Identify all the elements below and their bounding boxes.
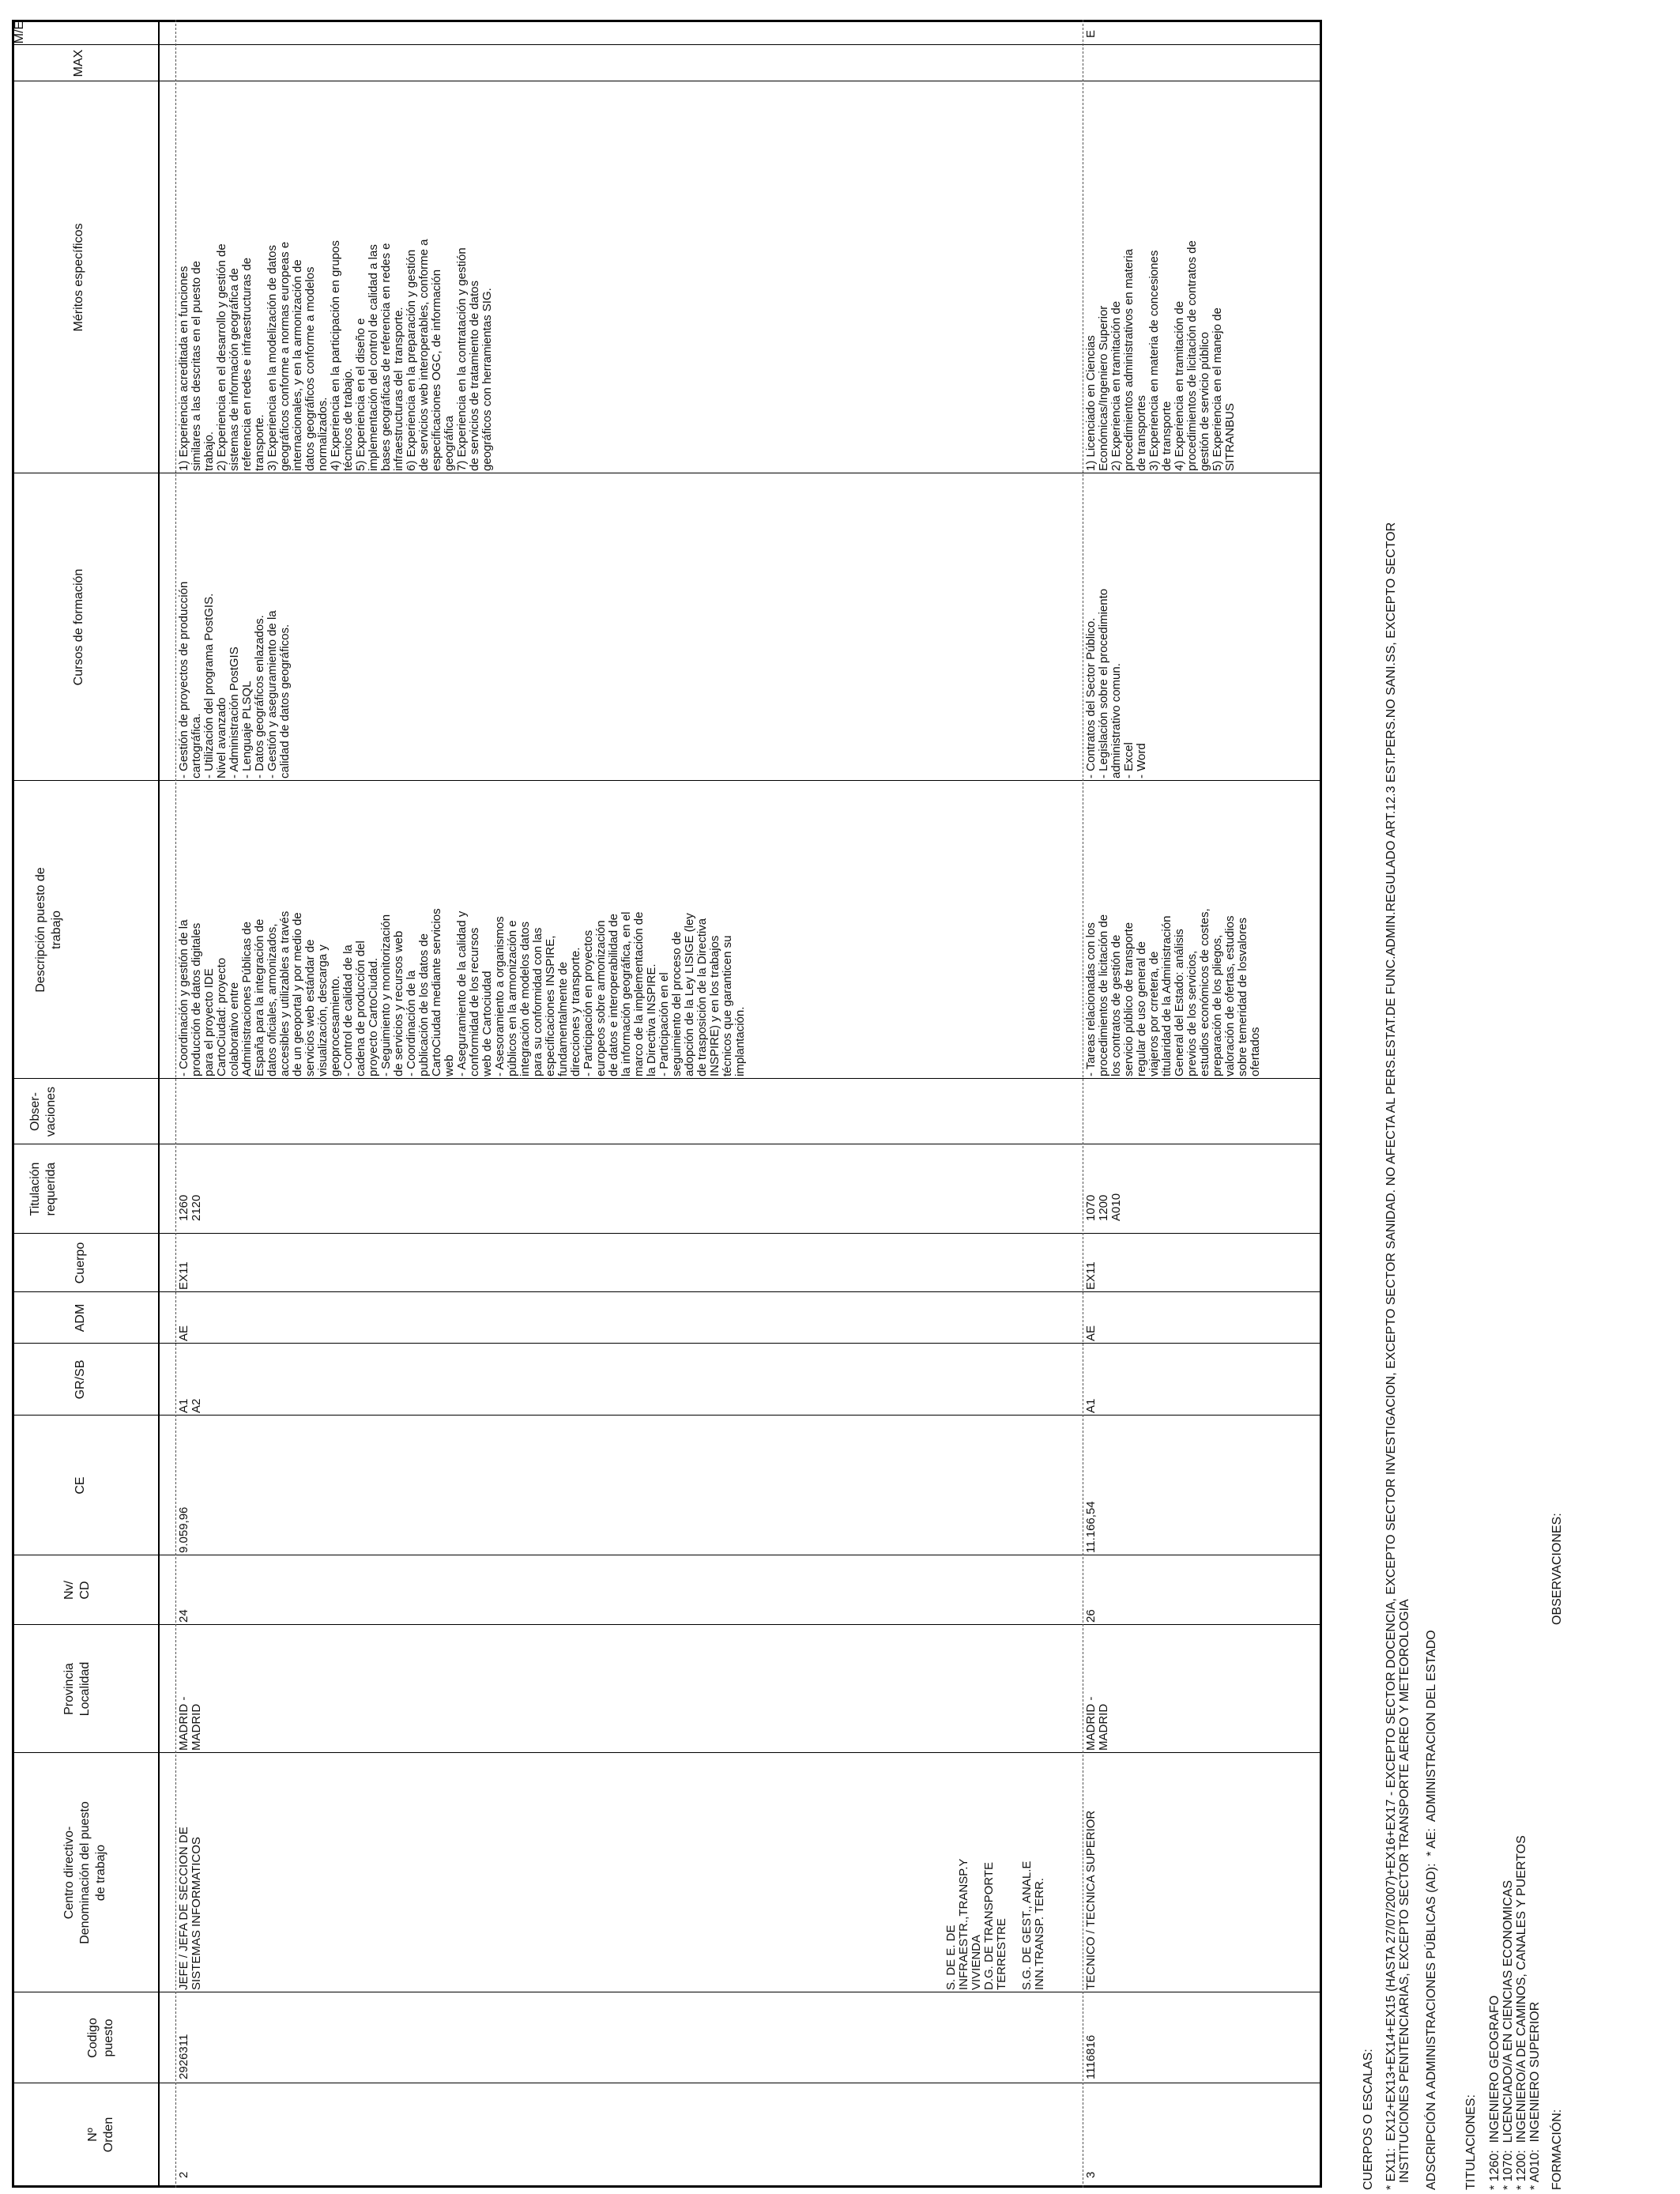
header-orden: Nº Orden	[86, 2117, 115, 2153]
row2-orden: 2	[177, 2171, 190, 2178]
row2-grsb: A1 A2	[177, 1398, 203, 1413]
row2-adm: AE	[177, 1325, 190, 1341]
row3-nivel: 26	[1084, 1609, 1098, 1623]
header-cuerpo: Cuerpo	[73, 1242, 87, 1284]
footer-cuerpos-title: CUERPOS O ESCALAS:	[1362, 2049, 1375, 2190]
footer-titulaciones-text: * 1260: INGENIERO GEOGRAFO * 1070: LICENCIADO/A EN CIENCIAS ECONOMICAS * 1200: INGENIERO/A DE CAMINOS, CANALES Y PUERTOS * A010: INGENIERO SUPERIOR	[1488, 1835, 1542, 2190]
header-nivel: Nv/ CD	[62, 1581, 92, 1600]
row3-centro-pre: S. DE E. DE INFRAESTR.,TRANSP.Y VIVIENDA D.G. DE TRANSPORTE TERRESTRE S.G. DE GEST., ANAL.E INN.TRANSP. TERR.	[944, 1858, 1046, 1990]
row3-provincia: MADRID - MADRID	[1084, 1696, 1110, 1751]
header-ce: CE	[73, 1476, 87, 1495]
header-codigo: Codigo puesto	[86, 2018, 115, 2058]
row3-ce: 11.166,54	[1084, 1501, 1098, 1553]
row3-centro: TECNICO / TECNICA SUPERIOR	[1084, 1810, 1098, 1990]
footer-observaciones: OBSERVACIONES:	[1550, 1513, 1564, 1625]
header-max: MAX	[72, 49, 85, 77]
footer-titulaciones-title: TITULACIONES:	[1464, 2094, 1478, 2190]
header-grsb: GR/SB	[73, 1359, 87, 1400]
header-me: M/E	[13, 21, 26, 44]
row3-grsb: A1	[1084, 1398, 1098, 1413]
row2-descripcion: - Coordinación y gestión de la producción de datos digitales para el proyecto IDE CartoCiudad: proyecto colaborativo entre Administraciones Públicas de España para la integración de datos oficiales, armonizados, accesibles y utilizables a través de un geoportal y por medio de servicios web estándar de visualización, descarga y geoprocesamiento. - Control de calidad de la cadena de producción del proyecto CartoCiudad. - Seguimiento y monitorización de servicios y recursos web - Coordinación de la publicación de los datos de CartoCiudad mediante servicios web - Aseguramiento de la calidad y conformidad de los recursos web de Cartociudad - Asesoramiento a organismos públicos en la armonización e integración de modelos datos para su conformidad con las especificaciones INSPIRE, fundamentalmente de direcciones y transporte. - Participación en proyectos europeos sobre armonización de datos e interoperabilidad de la información geográfica, en el marco de la implementación de la Directiva INSPIRE. - Participación en el seguimiento del proceso de adopción de la Ley LISIGE (ley de trasposición de la Directiva INSPIRE) y en los trabajos técnicos que garanticen su implantación.	[177, 908, 747, 1076]
row3-cursos: - Contratos del Sector Público. - Legislación sobre el procedimiento administrativo comun. - Excel - Word	[1084, 588, 1148, 778]
row3-meritos: 1) Licenciado en Ciencias Económicas/Ingeniero Superior 2) Experiencia en tramitación de procedimientos administrativos en materia de transportes 3) Experiencia en materia de concesiones de transporte 4) Experiencia en tramitación de procedimientos de licitación de contratos de gestión de servicio público 5) Experiencia en el manejo de SITRANBUS	[1084, 240, 1237, 471]
row2-cuerpo: EX11	[177, 1261, 190, 1290]
row2-codigo: 2926311	[177, 2034, 190, 2079]
header-observaciones: Obser- vaciones	[28, 1086, 58, 1137]
header-descripcion: Descripción puesto de trabajo	[34, 867, 63, 993]
row3-adm: AE	[1084, 1325, 1098, 1341]
footer-adscripcion: ADSCRIPCIÓN A ADMINISTRACIONES PÚBLICAS (AD): * AE: ADMINISTRACION DEL ESTADO	[1425, 1630, 1438, 2190]
row3-cuerpo: EX11	[1084, 1261, 1098, 1290]
footer-cuerpos-text: * EX11: EX12+EX13+EX14+EX15 (HASTA 27/07/2007)+EX16+EX17 - EXCEPTO SECTOR DOCENCIA, EXCEPTO SECTOR INVESTIGACION, EXCEPTO SECTOR SANIDAD. NO AFECTA AL PERS.ESTAT.DE FUNC.ADMIN.REGULADO ART.12.3 EST.PERS.NO SANI.SS, EXCEPTO SECTOR INSTITUCIONES PENITENCIARIAS, EXCEPTO SECTOR TRANSPORTE AEREO Y METEOROLOGIA	[1384, 522, 1411, 2190]
row3-orden: 3	[1084, 2171, 1098, 2178]
header-cursos: Cursos de formación	[72, 568, 85, 686]
row3-descripcion: - Tareas relacionadas con los procedimientos de licitación de los contratos de gestión de servicio público de transporte regular de uso general de viajeros por crretera, de titularidad de la Administración General del Estado: análisis previos de los servicios, estudios económicos de costes, preparación de los pliegos, valoración de ofertas, estudios sobre temeridad de losvalores ofertados	[1084, 908, 1262, 1076]
header-meritos: Méritos específicos	[72, 223, 85, 332]
row2-titulacion: 1260 2120	[177, 1194, 203, 1221]
row2-ce: 9.059,96	[177, 1506, 190, 1553]
row2-meritos: 1) Experiencia acreditada en funciones similares a las descritas en el puesto de trabajo. 2) Experiencia en el desarrollo y gestión de sistemas de información geográfica de referencia en redes e infraestructuras de transporte. 3) Experiencia en la modelización de datos geográficos conforme a normas europeas e internacionales, y en la armonización de datos geográficos conforme a modelos normalizados. 4) Experiencia en la participación en grupos técnicos de trabajo. 5) Experiencia en el diseño e implementación del control de calidad a las bases geográficas de referencia en redes e infraestructuras del transporte. 6) Experiencia en la preparación y gestión de servicios web interoperables, conforme a especificaciones OGC, de información geográfica 7) Experiencia en la contratación y gestión de servicios de tratamiento de datos geográficos con herramientas SIG.	[177, 239, 494, 471]
row2-provincia: MADRID - MADRID	[177, 1696, 203, 1751]
row2-nivel: 24	[177, 1609, 190, 1623]
header-centro: Centro directivo- Denominación del puesto de trabajo	[62, 1801, 107, 1944]
row3-codigo: 1116816	[1084, 2034, 1098, 2079]
row2-centro: JEFE / JEFA DE SECCION DE SISTEMAS INFORMATICOS	[177, 1826, 203, 1990]
header-adm: ADM	[73, 1303, 87, 1333]
row2-cursos: - Gestión de proyectos de producción cartográfica. - Utilización del programa PostGIS. Nivel avanzado - Administración PostGIS - Lenguaje PLSQL - Datos geográficos enlazados. - Gestión y aseguramiento de la calidad de datos geográficos.	[177, 581, 292, 778]
header-provincia: Provincia Localidad	[62, 1661, 92, 1717]
header-titulacion: Titulación requerida	[28, 1162, 58, 1216]
row3-me: E	[1084, 29, 1098, 38]
row3-titulacion: 1070 1200 A010	[1084, 1193, 1123, 1221]
footer-formacion: FORMACIÓN:	[1550, 2109, 1564, 2190]
